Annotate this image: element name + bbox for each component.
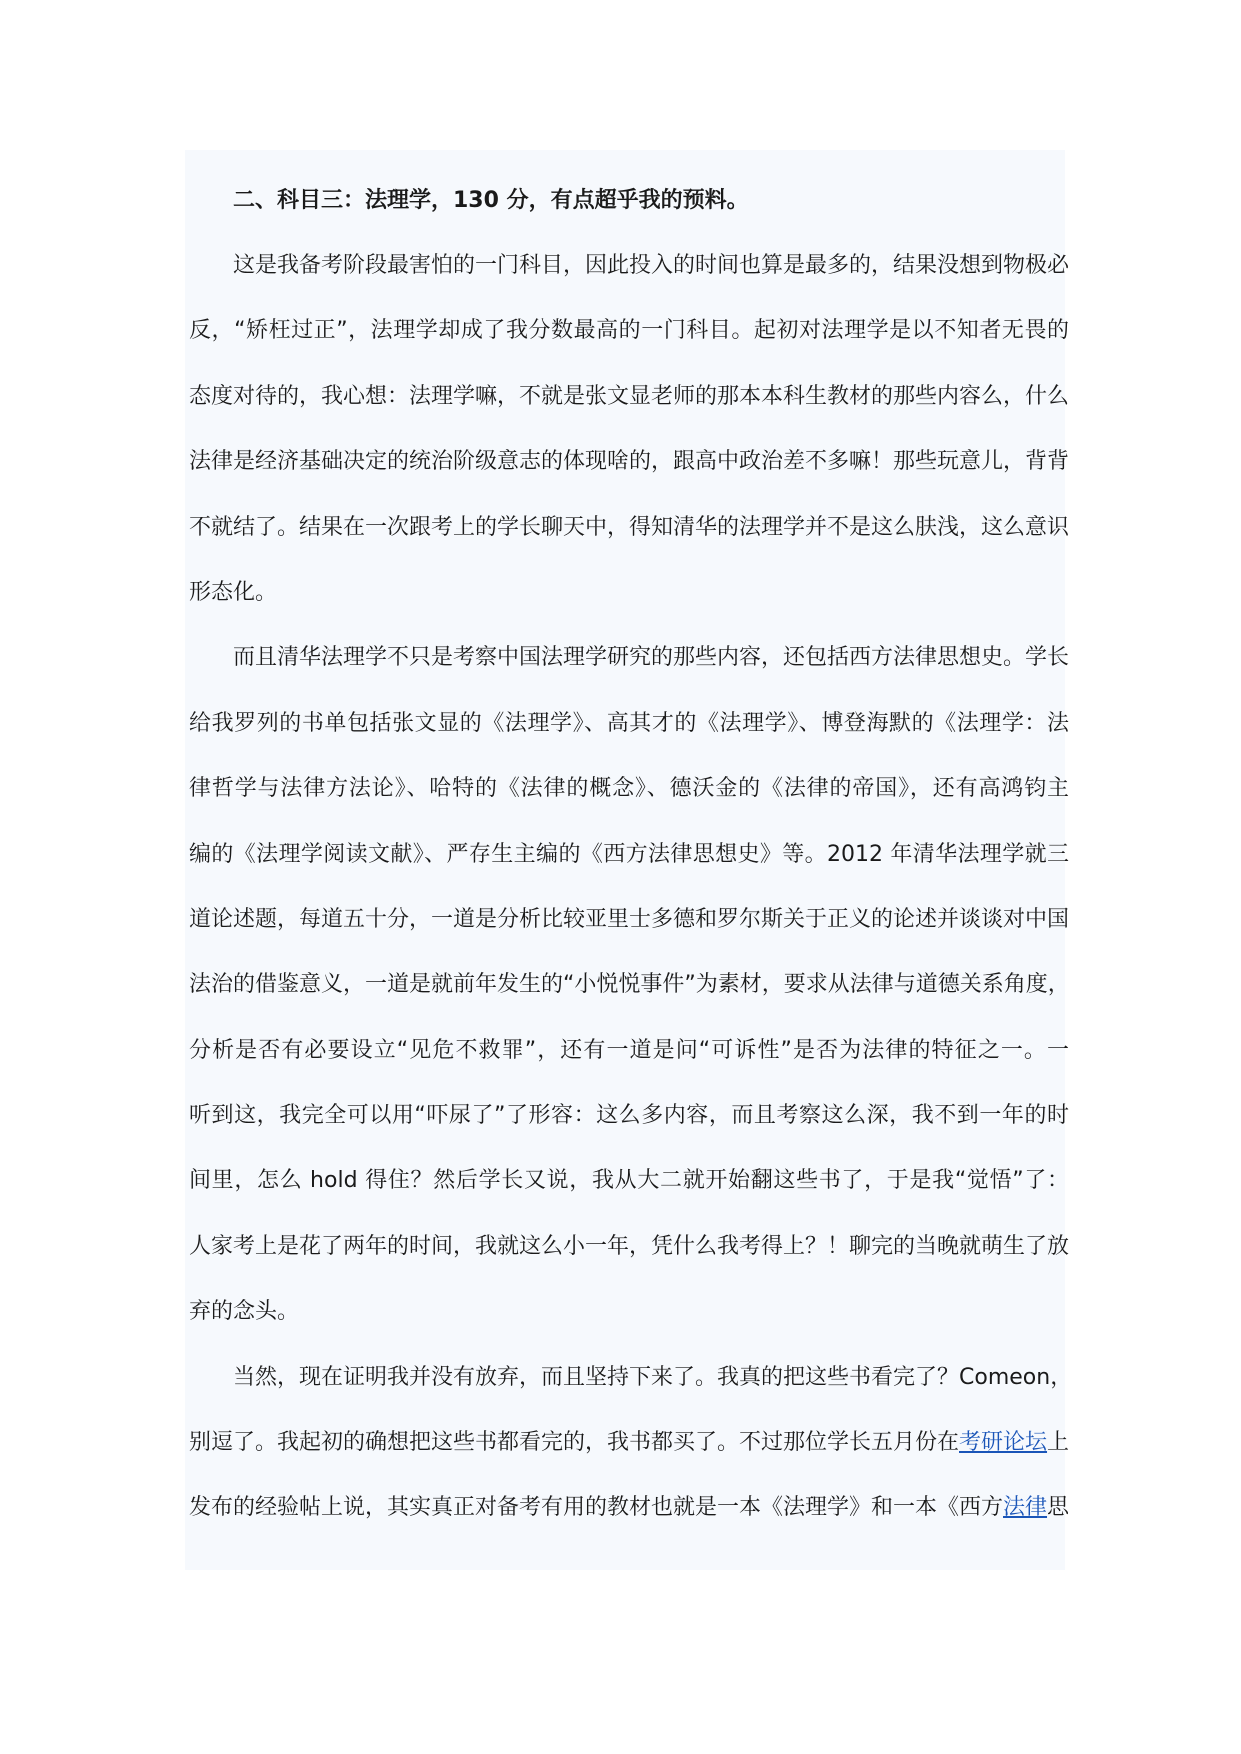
forum-link[interactable]: 考研论坛 [959,1430,1048,1456]
text-line [189,1410,1069,1475]
text-segment: 发布的经验帖上说，其实真正对备考有用的教材也就是一本《法理学》和一本《西方 [189,1495,1004,1521]
section-heading: 二、科目三：法理学，130 分，有点超乎我的预料。 [233,188,749,213]
paragraph-2 [189,625,1069,1344]
text-line: 道论述题，每道五十分，一道是分析比较亚里士多德和罗尔斯关于正义的论述并谈谈对中国 [189,906,1070,932]
text-line: 不就结了。结果在一次跟考上的学长聊天中，得知清华的法理学并不是这么肤浅，这么意识 [189,514,1070,540]
text-line: 律哲学与法律方法论》、哈特的《法律的概念》、德沃金的《法律的帝国》，还有高鸿钧主 [189,776,1069,802]
text-line: 而且清华法理学不只是考察中国法理学研究的那些内容，还包括西方法律思想史。学长 [233,645,1070,671]
text-line: 弃的念头。 [189,1299,300,1325]
text-line: 反，“矫枉过正”，法理学却成了我分数最高的一门科目。起初对法理学是以不知者无畏的 [189,318,1069,344]
text-line: 形态化。 [189,579,278,605]
paragraph-1 [189,233,1069,625]
text-line: 法律是经济基础决定的统治阶级意志的体现啥的，跟高中政治差不多嘛！那些玩意儿，背背 [189,449,1070,475]
text-line: 法治的借鉴意义，一道是就前年发生的“小悦悦事件”为素材，要求从法律与道德关系角度， [189,972,1070,998]
text-line: 这是我备考阶段最害怕的一门科目，因此投入的时间也算是最多的，结果没想到物极必 [233,253,1070,278]
law-link[interactable]: 法律 [1003,1495,1048,1521]
text-line: 人家考上是花了两年的时间，我就这么小一年，凭什么我考得上？！聊完的当晚就萌生了放 [189,1233,1070,1259]
text-line: 间里，怎么 hold 得住？然后学长又说，我从大二就开始翻这些书了，于是我“觉悟”了： [189,1168,1069,1194]
text-line: 当然，现在证明我并没有放弃，而且坚持下来了。我真的把这些书看完了？Comeon， [233,1364,1073,1390]
text-line: 编的《法理学阅读文献》、严存生主编的《西方法律思想史》等。2012 年清华法理学就三 [189,841,1069,867]
text-segment: 上 [1047,1430,1070,1456]
text-line: 听到这，我完全可以用“吓尿了”了形容：这么多内容，而且考察这么深，我不到一年的时 [189,1103,1069,1129]
text-line: 给我罗列的书单包括张文显的《法理学》、高其才的《法理学》、博登海默的《法理学：法 [189,710,1069,736]
text-line [189,1475,1069,1540]
paragraph-3 [189,1345,1073,1541]
text-line: 分析是否有必要设立“见危不救罪”，还有一道是问“可诉性”是否为法律的特征之一。一 [189,1037,1069,1063]
text-segment: 别逗了。我起初的确想把这些书都看完的，我书都买了。不过那位学长五月份在 [189,1430,960,1456]
document-body [189,168,1073,1541]
text-line: 态度对待的，我心想：法理学嘛，不就是张文显老师的那本本科生教材的那些内容么，什么 [189,383,1070,409]
text-segment: 思 [1047,1495,1070,1521]
